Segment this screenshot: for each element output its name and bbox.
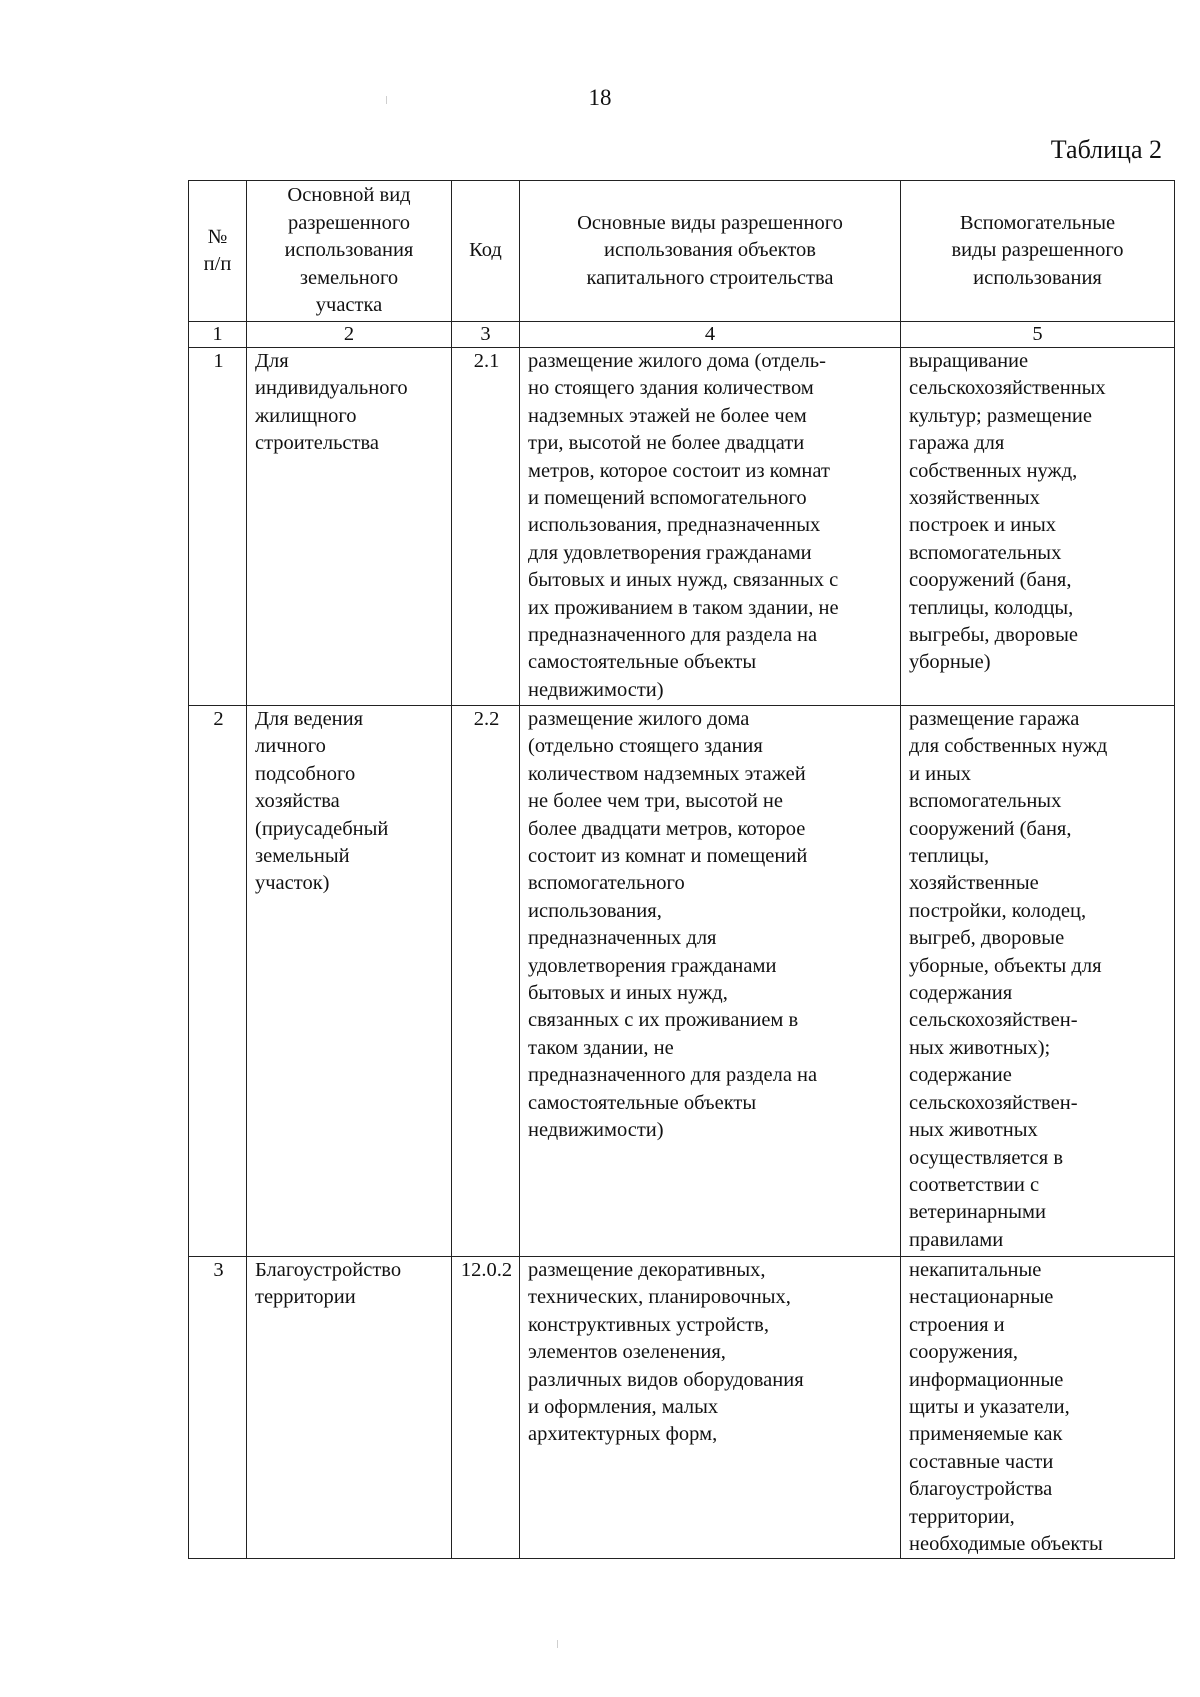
table-row bbox=[189, 706, 1175, 1257]
header-number: № п/п bbox=[189, 181, 247, 322]
auxiliary-uses: некапитальные нестационарные строения и сооружения, информационные щиты и указатели, применяемые как составные части благоустройства территории, необходимые объекты bbox=[901, 1257, 1175, 1559]
land-use-type: Для индивидуального жилищного строительства bbox=[247, 348, 452, 706]
header-auxiliary-uses: Вспомогательные виды разрешенного использования bbox=[901, 181, 1175, 322]
main-uses: размещение декоративных, технических, планировочных, конструктивных устройств, элементов озеленения, различных видов оборудования и оформления, малых архитектурных форм, bbox=[520, 1257, 901, 1559]
land-use-table bbox=[188, 180, 1175, 1559]
auxiliary-uses: выращивание сельскохозяйственных культур; размещение гаража для собственных нужд, хозяйственных построек и иных вспомогательных сооружений (баня, теплицы, колодцы, выгребы, дворовые уборные) bbox=[901, 348, 1175, 706]
row-number: 3 bbox=[189, 1257, 247, 1559]
table-header-row bbox=[189, 181, 1175, 322]
column-number: 5 bbox=[901, 322, 1175, 348]
scan-mark bbox=[386, 96, 387, 104]
land-use-type: Благоустройство территории bbox=[247, 1257, 452, 1559]
header-main-uses: Основные виды разрешенного использования объектов капитального строительства bbox=[520, 181, 901, 322]
use-code: 12.0.2 bbox=[452, 1257, 520, 1559]
auxiliary-uses: размещение гаража для собственных нужд и иных вспомогательных сооружений (баня, теплицы, хозяйственные постройки, колодец, выгреб, дворовые уборные, объекты для содержания сельскохозяйствен- ных животных); содержание сельскохозяйствен- ных животных осуществляется в соответствии с ветеринарными правилами bbox=[901, 706, 1175, 1257]
column-number: 3 bbox=[452, 322, 520, 348]
table-row bbox=[189, 348, 1175, 706]
column-number: 1 bbox=[189, 322, 247, 348]
use-code: 2.2 bbox=[452, 706, 520, 1257]
table-caption: Таблица 2 bbox=[1050, 135, 1162, 164]
use-code: 2.1 bbox=[452, 348, 520, 706]
row-number: 2 bbox=[189, 706, 247, 1257]
land-use-type: Для ведения личного подсобного хозяйства (приусадебный земельный участок) bbox=[247, 706, 452, 1257]
main-uses: размещение жилого дома (отдельно стоящего здания количеством надземных этажей не более чем три, высотой не более двадцати метров, которое состоит из комнат и помещений вспомогательного использования, предназначенных для удовлетворения гражданами бытовых и иных нужд, связанных с их проживанием в таком здании, не предназначенного для раздела на самостоятельные объекты недвижимости) bbox=[520, 706, 901, 1257]
header-land-use-type: Основной вид разрешенного использования земельного участка bbox=[247, 181, 452, 322]
row-number: 1 bbox=[189, 348, 247, 706]
table-row bbox=[189, 1257, 1175, 1559]
column-number: 4 bbox=[520, 322, 901, 348]
scan-mark bbox=[557, 1640, 558, 1648]
main-uses: размещение жилого дома (отдель- но стоящего здания количеством надземных этажей не более чем три, высотой не более двадцати метров, которое состоит из комнат и помещений вспомогательного использования, предназначенных для удовлетворения гражданами бытовых и иных нужд, связанных с их проживанием в таком здании, не предназначенного для раздела на самостоятельные объекты недвижимости) bbox=[520, 348, 901, 706]
column-number-row bbox=[189, 322, 1175, 348]
header-code: Код bbox=[452, 181, 520, 322]
page-number: 18 bbox=[588, 85, 612, 110]
column-number: 2 bbox=[247, 322, 452, 348]
